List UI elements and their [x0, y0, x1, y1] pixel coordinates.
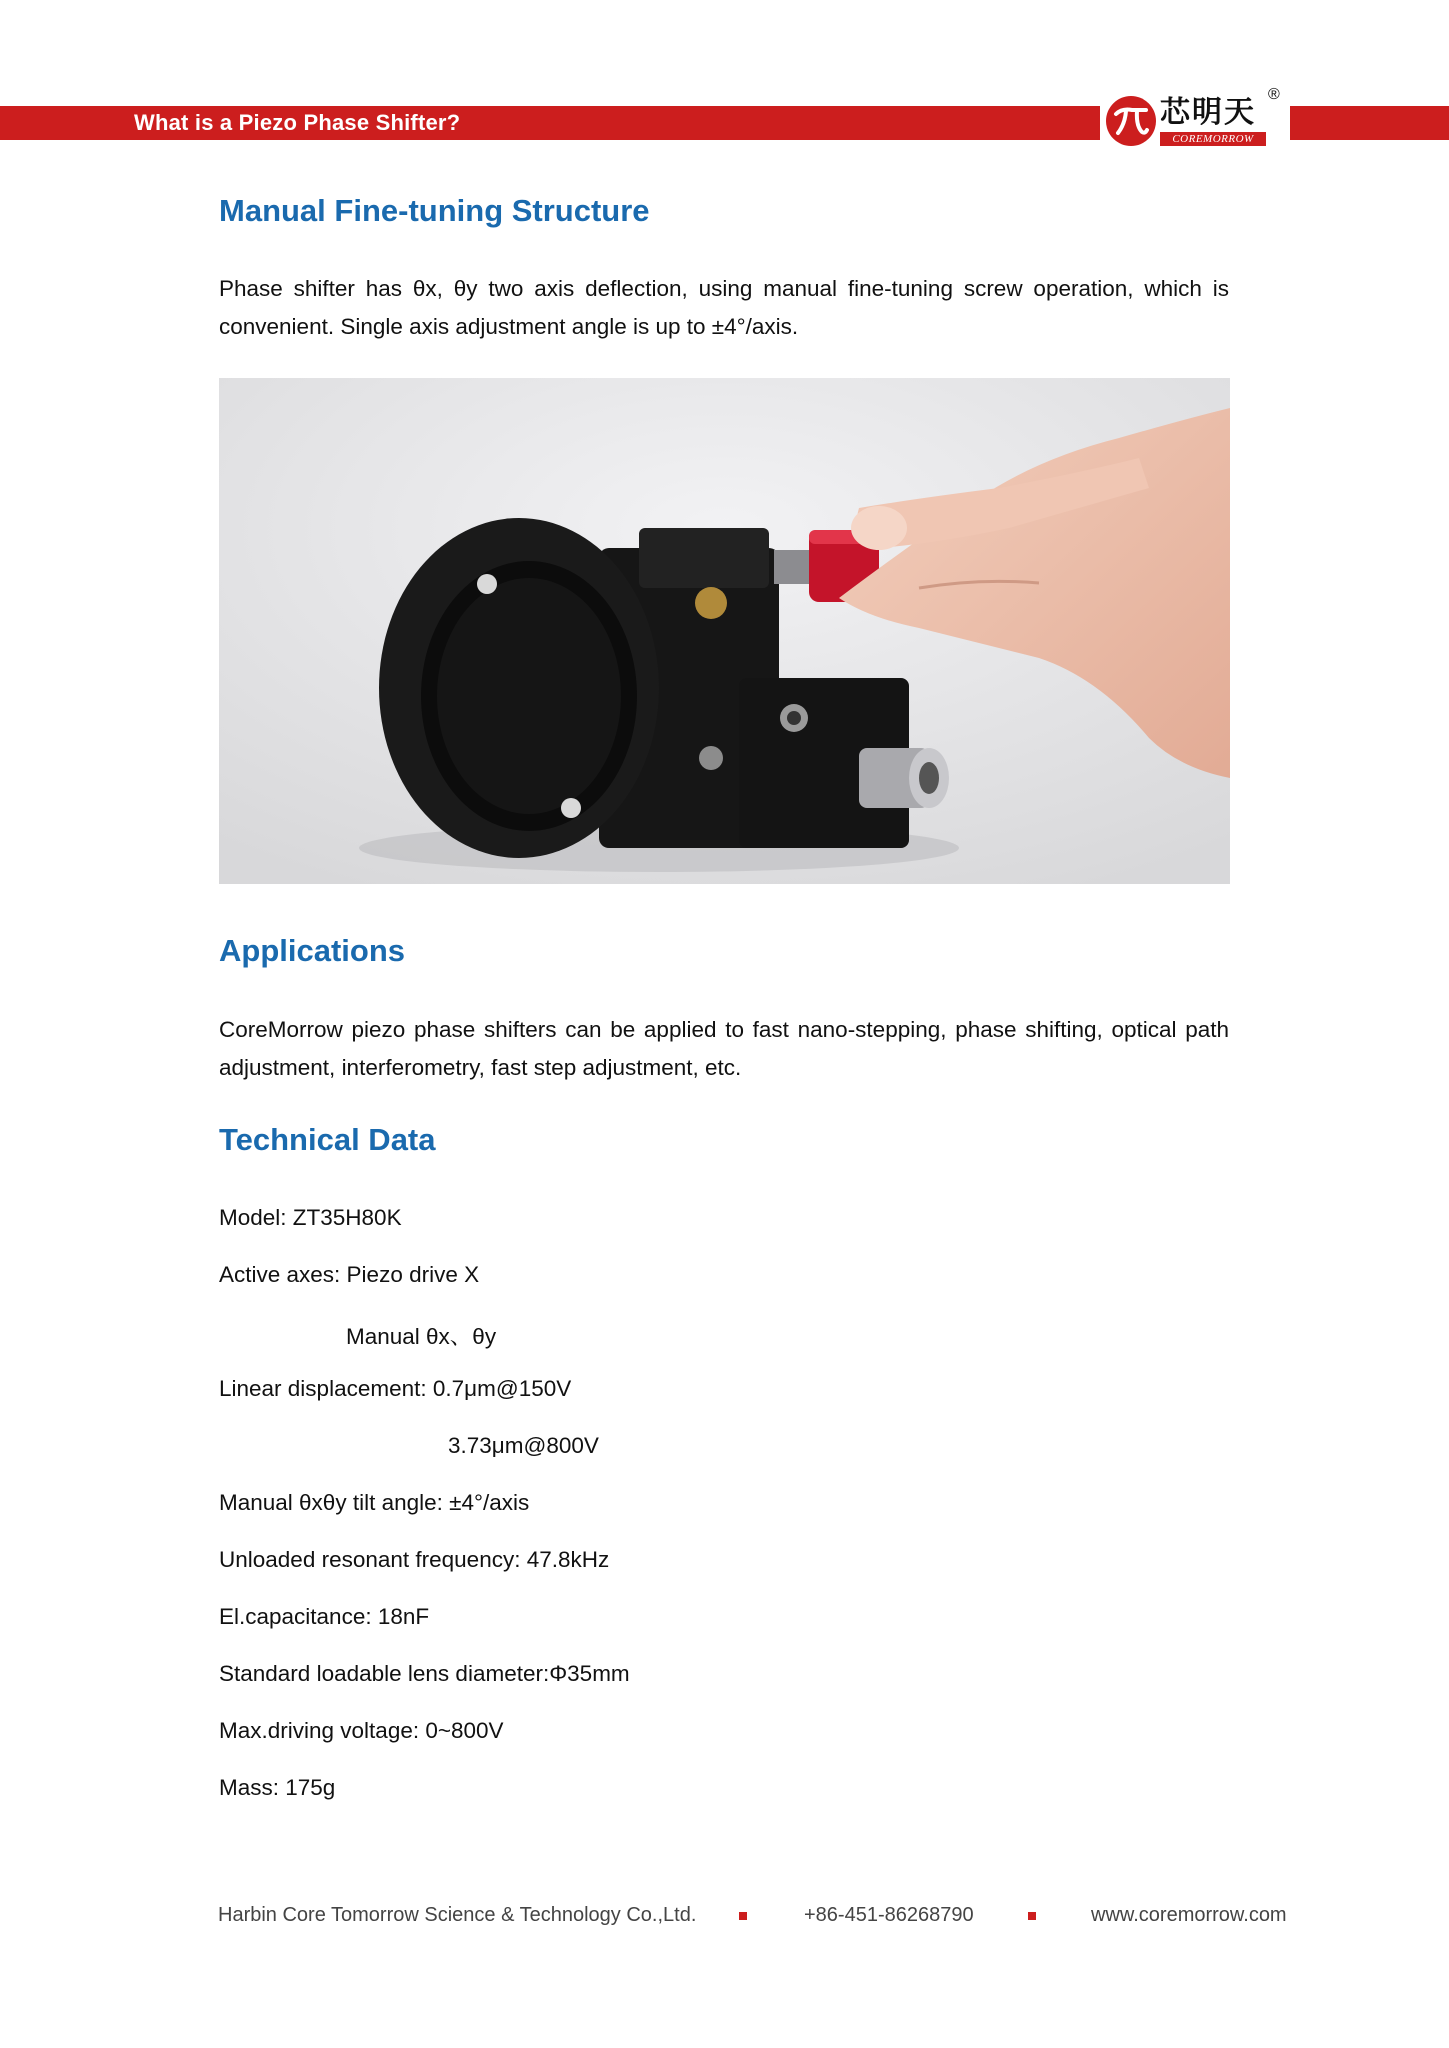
spec-active-axes: Active axes: Piezo drive X: [219, 1262, 480, 1287]
footer-bullet: [739, 1912, 747, 1920]
section-title-technical-data: Technical Data: [219, 1122, 436, 1157]
phase-shifter-illustration: [219, 378, 1230, 884]
footer-bullet: [1028, 1912, 1036, 1920]
spec-tilt-angle: Manual θxθy tilt angle: ±4°/axis: [219, 1490, 530, 1515]
section-title-fine-tuning: Manual Fine-tuning Structure: [219, 193, 650, 228]
spec-model: Model: ZT35H80K: [219, 1205, 402, 1230]
spec-driving-voltage: Max.driving voltage: 0~800V: [219, 1718, 504, 1743]
pi-icon: [1112, 106, 1150, 136]
footer-company: Harbin Core Tomorrow Science & Technology Co.,Ltd.: [218, 1904, 697, 1926]
spec-mass: Mass: 175g: [219, 1775, 336, 1800]
product-photo: [219, 378, 1230, 884]
spec-resonant-frequency: Unloaded resonant frequency: 47.8kHz: [219, 1547, 610, 1572]
footer-phone: +86-451-86268790: [804, 1904, 974, 1926]
applications-paragraph: CoreMorrow piezo phase shifters can be applied to fast nano-stepping, phase shifting, optical path adjustment, interferometry, fast step adjustment, etc.: [219, 1017, 1229, 1080]
footer-website: www.coremorrow.com: [1091, 1904, 1287, 1926]
spec-active-axes-manual: Manual θx、θy: [346, 1324, 497, 1349]
company-logo: [1100, 84, 1290, 156]
registered-mark: ®: [1268, 86, 1280, 103]
section-title-applications: Applications: [219, 933, 406, 968]
fine-tuning-paragraph: Phase shifter has θx, θy two axis deflection, using manual fine-tuning screw operation, which is convenient. Single axis adjustment angle is up to ±4°/axis.: [219, 276, 1229, 339]
spec-linear-displacement: Linear displacement: 0.7μm@150V: [219, 1376, 572, 1401]
header-title: What is a Piezo Phase Shifter?: [134, 110, 461, 135]
logo-chinese-name: 芯明天: [1160, 95, 1256, 130]
logo-english-name: COREMORROW: [1160, 132, 1266, 146]
spec-lens-diameter: Standard loadable lens diameter:Φ35mm: [219, 1661, 630, 1686]
spec-linear-displacement-800v: 3.73μm@800V: [448, 1433, 599, 1458]
spec-capacitance: El.capacitance: 18nF: [219, 1604, 430, 1629]
